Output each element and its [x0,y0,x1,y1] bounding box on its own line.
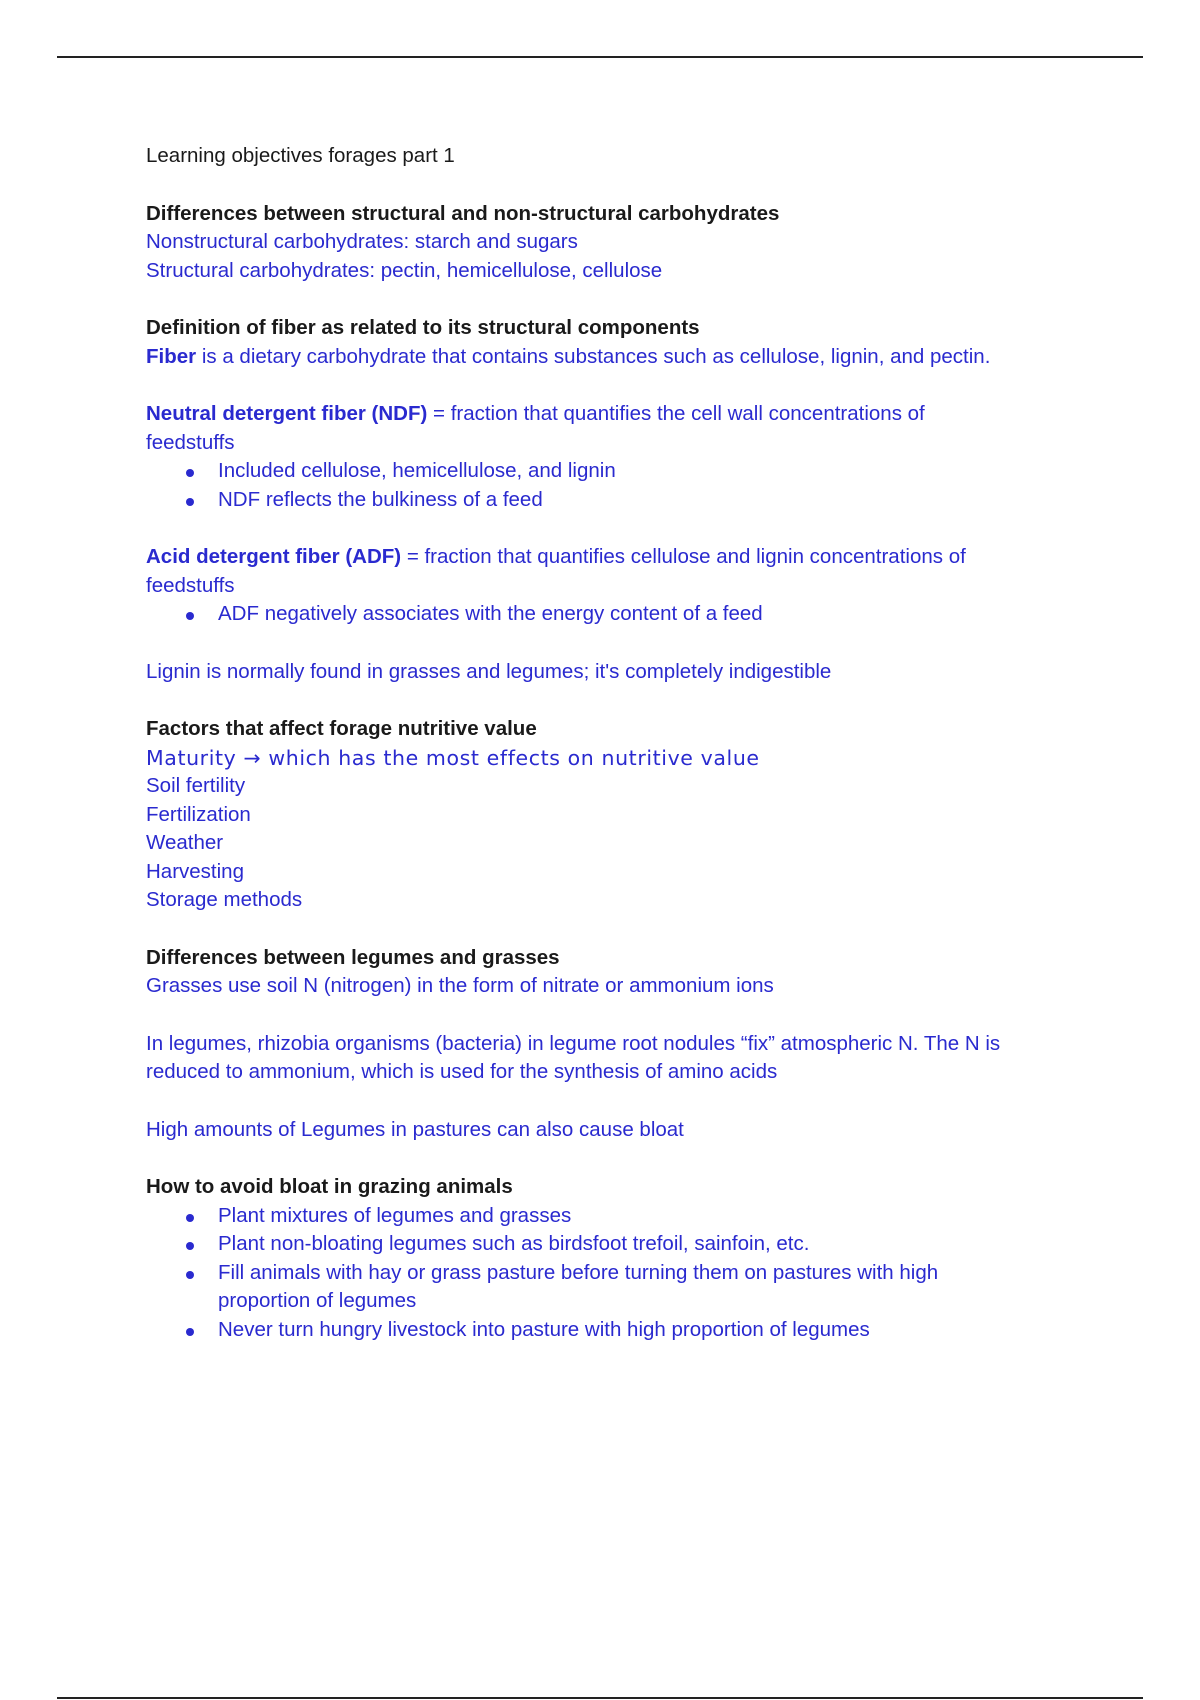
list-item: Never turn hungry livestock into pasture with high proportion of legumes [146,1316,1106,1345]
factor-item: Fertilization [146,802,251,826]
section-heading-carbohydrates: Differences between structural and non-structural carbohydrates [146,201,780,225]
factor-item: Storage methods [146,888,303,911]
legumes-nitrogen-line-continued: reduced to ammonium, which is used for the synthesis of amino acids [146,1060,778,1083]
section-heading-bloat: How to avoid bloat in grazing animals [146,1175,513,1198]
list-item: Included cellulose, hemicellulose, and lignin [146,457,1106,486]
list-item: ADF negatively associates with the energy content of a feed [146,600,1106,629]
bloat-note: High amounts of Legumes in pastures can also cause bloat [146,1117,684,1141]
factor-item: Harvesting [146,859,244,883]
fiber-definition-text: is a dietary carbohydrate that contains substances such as cellulose, lignin, and pectin. [196,344,991,368]
lignin-note: Lignin is normally found in grasses and legumes; it's completely indigestible [146,659,832,683]
list-item: Plant mixtures of legumes and grasses [146,1202,1106,1231]
adf-bullet-list [146,600,1106,629]
section-heading-legumes-grasses: Differences between legumes and grasses [146,945,560,969]
adf-definition [146,543,1106,572]
page-bottom-rule [57,1697,1143,1699]
ndf-definition-continued: feedstuffs [146,430,235,454]
grasses-nitrogen-line: Grasses use soil N (nitrogen) in the form of nitrate or ammonium ions [146,974,774,997]
factor-item: Soil fertility [146,774,246,797]
page-top-rule [57,56,1143,58]
legumes-nitrogen-line: In legumes, rhizobia organisms (bacteria) in legume root nodules “fix” atmospheric N. The N is [146,1031,1001,1055]
list-item: Plant non-bloating legumes such as birdsfoot trefoil, sainfoin, etc. [146,1230,1106,1259]
document-title: Learning objectives forages part 1 [146,144,455,167]
bloat-bullet-list [146,1202,1106,1345]
structural-carbs-line: Structural carbohydrates: pectin, hemicellulose, cellulose [146,258,663,282]
section-heading-factors: Factors that affect forage nutritive value [146,717,537,740]
adf-term: Acid detergent fiber (ADF) [146,545,402,568]
maturity-line: Maturity → which has the most effects on nutritive value [146,745,760,770]
fiber-term: Fiber [146,344,197,368]
adf-definition-continued: feedstuffs [146,573,235,597]
fiber-definition [146,343,1106,372]
section-heading-fiber: Definition of fiber as related to its structural components [146,316,700,339]
list-item: Fill animals with hay or grass pasture before turning them on pastures with high proportion of legumes [146,1259,998,1316]
nonstructural-carbs-line: Nonstructural carbohydrates: starch and sugars [146,230,578,253]
adf-definition-text: = fraction that quantifies cellulose and lignin concentrations of [401,545,966,568]
factor-item: Weather [146,831,224,854]
ndf-definition [146,400,1106,429]
ndf-definition-text: = fraction that quantifies the cell wall concentrations of [427,402,925,425]
ndf-term: Neutral detergent fiber (NDF) [146,402,428,425]
list-item: NDF reflects the bulkiness of a feed [146,486,1106,515]
ndf-bullet-list [146,457,1106,514]
document-body [146,142,1106,1344]
